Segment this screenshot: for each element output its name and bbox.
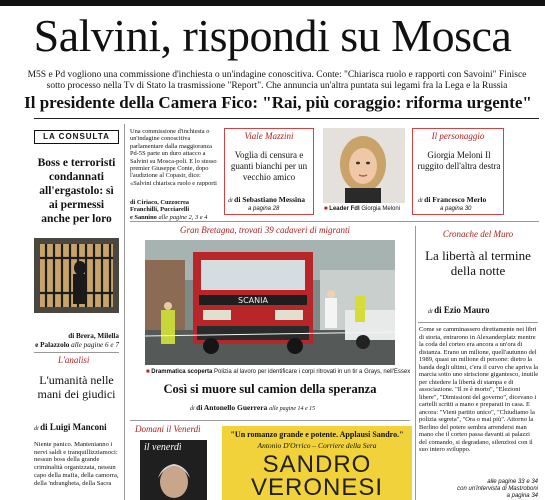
divider bbox=[34, 118, 539, 119]
viale-text: Voglia di censura e guanti bianchi per un vecchio amico bbox=[230, 150, 308, 182]
cronache-title: La libertà al termine della notte bbox=[425, 248, 531, 278]
cronache-text bbox=[419, 326, 539, 476]
divider bbox=[34, 352, 119, 353]
viale-byline: di di Sebastiano Messina bbox=[228, 195, 306, 204]
viale-kicker: Viale Mazzini bbox=[244, 131, 294, 141]
cronache-pages-3: a pagina 34 bbox=[506, 493, 538, 499]
viale-author: di Sebastiano Messina bbox=[234, 195, 306, 204]
cronache-body: Come se camminassero direttamente nei libri di storia, entrarono in Alexanderplatz mentre la coda del corteo era ancora a un'ora di distanza. Erano un milione, quell'autunno del 1989, quasi un milione di persone: dietro la banda degli ultimi, c'era il curvo che apriva la marcia sotto uno striscione gigantesco, inutile per chiedere la libertà di stampa e di associazione. "Il re è morto", "Elezioni libere", "Dimissioni del governo", dicevano i cartelli scritti a mano e preparati in casa. E ancora: "Vieni partito unico", "Chiudiamo la polizia segreta", "Ora o mai più". Attorno la Berlino del potere sembra arrendersi man mano che il corteo passa davanti ai palazzi del comando, si degradano, silenziosi con il suo intero sviluppo. bbox=[419, 326, 539, 453]
book-ad-quote: "Un romanzo grande e potente. Applausi Sandro." bbox=[230, 430, 404, 439]
venerdi-kicker: Domani il Venerdì bbox=[135, 424, 201, 434]
column-divider bbox=[124, 124, 125, 500]
viale-pages: a pagina 28 bbox=[248, 206, 280, 212]
meloni-caption: ■ Leader FdI Giorgia Meloni bbox=[324, 206, 400, 212]
cronache-author: di Ezio Mauro bbox=[434, 305, 490, 315]
column-divider bbox=[415, 226, 416, 500]
caption-label: Drammatica scoperta bbox=[151, 369, 213, 375]
second-headline: Il presidente della Camera Fico: "Rai, più coraggio: riforma urgente" bbox=[24, 93, 532, 112]
main-headline: Salvini, rispondi su Mosca bbox=[33, 10, 512, 61]
truck-photo bbox=[145, 240, 395, 365]
venerdi-mag-title: il venerdì bbox=[144, 442, 182, 453]
consulta-headline: Boss e terroristi condannati all'ergastolo: sì ai permessi anche per loro bbox=[37, 157, 116, 225]
story-pages: alle pagine 2, 3 e 4 bbox=[158, 213, 208, 221]
main-story-pages: alle pagine 14 e 15 bbox=[269, 406, 316, 412]
personaggio-text: Giorgia Meloni Il ruggito dell'altra destra bbox=[417, 150, 501, 171]
subdeck: M5S e Pd vogliono una commissione d'inchiesta o un'indagine conoscitiva. Conte: "Chiarisca ruolo e rapporti con Savoini" Finisce sotto processo nella Tv di Stato la trasmissione "Report". Che annuncia un'altra puntata sui legami fra la Lega e la Russia bbox=[27, 70, 527, 91]
prison-photo bbox=[34, 238, 119, 313]
story-summary: Una commissione d'inchiesta o un'indagine conoscitiva parlamentare dalla maggioranza Pd-5S parte un duro attacco a Salvini su Mosca-poli. E lo stesso premier Giuseppe Conte, dopo l'audizione al Copasir, dice: «Salvini chiarisca ruolo e rapporti bbox=[130, 128, 217, 186]
story-byline-end: e Sannino bbox=[130, 213, 157, 221]
personaggio-pages: a pagina 30 bbox=[440, 206, 472, 212]
divider bbox=[418, 322, 538, 323]
analysis-text: Niente panico. Mantenianno i nervi saldi e tranquillizziamoci: nessun boss della grande criminalità organizzata, nessun capo della mafia, della camorra, della 'ndrangheta, della Sacra bbox=[34, 441, 119, 487]
personaggio-author: di Francesco Merlo bbox=[424, 195, 487, 204]
book-ad-author-1: SANDRO bbox=[262, 451, 372, 478]
consulta-kicker: LA CONSULTA bbox=[34, 130, 119, 144]
analysis-title: L'umanità nelle mani dei giudici bbox=[37, 373, 116, 401]
meloni-caption-name: Giorgia Meloni bbox=[361, 206, 400, 212]
meloni-caption-label: Leader FdI bbox=[329, 206, 360, 212]
consulta-byline-pages: alle pagine 6 e 7 bbox=[71, 340, 119, 349]
venerdi-cover bbox=[140, 440, 207, 500]
analysis-byline: di di Luigi Manconi bbox=[34, 422, 107, 432]
caption-text: Polizia al lavoro per identificare i corpi ritrovati in un tir a Grays, nell'Essex bbox=[214, 369, 411, 375]
divider bbox=[130, 221, 539, 222]
main-story-author: di Antonello Guerrera bbox=[196, 403, 268, 412]
main-photo-caption: ■ Drammatica scoperta Polizia al lavoro per identificare i corpi ritrovati in un tir a Grays, nell'Essex bbox=[146, 369, 411, 375]
top-rule bbox=[0, 0, 545, 6]
main-story-headline: Così si muore sul camion della speranza bbox=[163, 382, 377, 396]
cronache-pages-1: alle pagine 33 e 34 bbox=[487, 479, 538, 485]
consulta-byline-extra: e Palazzolo bbox=[35, 340, 70, 349]
analysis-author: di Luigi Manconi bbox=[40, 422, 107, 432]
personaggio-byline: di di Francesco Merlo bbox=[418, 195, 487, 204]
divider bbox=[130, 420, 410, 421]
story-byline bbox=[130, 199, 218, 221]
story-byline-names: di Ciriaco, Cuzzocrea Franchilli, Pucciarelli bbox=[130, 199, 190, 214]
book-ad-author-2: VERONESI bbox=[250, 476, 384, 500]
personaggio-kicker: Il personaggio bbox=[431, 131, 485, 141]
cronache-kicker: Cronache del Muro bbox=[442, 229, 514, 239]
book-ad-attribution: Antonio D'Orrico – Corriere della Sera bbox=[257, 441, 377, 450]
main-story-byline: di di Antonello Guerrera alle pagine 14 e 15 bbox=[190, 403, 316, 412]
analysis-kicker: L'analisi bbox=[58, 355, 90, 365]
meloni-photo bbox=[323, 128, 405, 203]
consulta-byline-names: di Brera, Milella bbox=[68, 332, 119, 340]
truck-plate: SCANIA bbox=[238, 296, 268, 305]
main-story-kicker: Gran Bretagna, trovati 39 cadaveri di migranti bbox=[179, 225, 351, 235]
cronache-byline: di di Ezio Mauro bbox=[428, 305, 490, 315]
cronache-pages-2: con un'intervista di Mastroboni bbox=[457, 486, 538, 492]
consulta-byline bbox=[34, 332, 119, 349]
